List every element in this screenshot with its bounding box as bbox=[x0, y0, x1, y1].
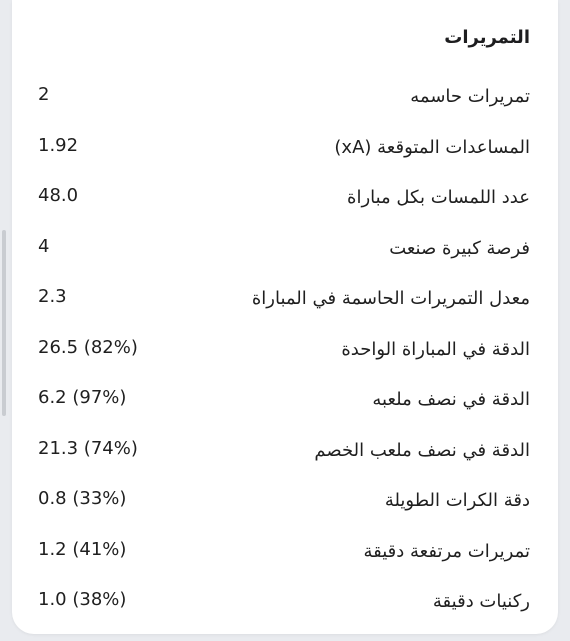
stat-row-accurate-corners bbox=[12, 591, 558, 641]
stat-value: 2.3 bbox=[38, 286, 67, 307]
stat-value: 4 bbox=[38, 236, 50, 257]
stat-label: عدد اللمسات بكل مباراة bbox=[347, 187, 530, 208]
stat-value: 6.2 (97%) bbox=[38, 387, 127, 408]
stat-row-touches-per-game bbox=[12, 187, 558, 237]
stat-label: ركنيات دقيقة bbox=[432, 591, 530, 612]
stat-row-big-chances-created bbox=[12, 238, 558, 288]
stat-label: معدل التمريرات الحاسمة في المباراة bbox=[251, 288, 530, 309]
stat-label: الدقة في المباراة الواحدة bbox=[341, 339, 530, 360]
stat-label: تمريرات حاسمه bbox=[410, 86, 530, 107]
stat-label: دقة الكرات الطويلة bbox=[384, 490, 530, 511]
section-title: التمريرات bbox=[444, 27, 530, 48]
stat-row-assists bbox=[12, 86, 558, 136]
stat-label: تمريرات مرتفعة دقيقة bbox=[363, 541, 530, 562]
stat-value: 1.0 (38%) bbox=[38, 589, 127, 610]
stat-value: 0.8 (33%) bbox=[38, 488, 127, 509]
stat-row-accurate-chipped-passes bbox=[12, 541, 558, 591]
stat-value: 2 bbox=[38, 84, 50, 105]
stat-value: 21.3 (74%) bbox=[38, 438, 138, 459]
stat-row-key-passes-per-game bbox=[12, 288, 558, 338]
stat-value: 48.0 bbox=[38, 185, 79, 206]
stat-value: 1.2 (41%) bbox=[38, 539, 127, 560]
stat-row-expected-assists bbox=[12, 137, 558, 187]
stat-row-accuracy-opposition-half bbox=[12, 440, 558, 490]
stat-row-accuracy-own-half bbox=[12, 389, 558, 439]
stat-value: 26.5 (82%) bbox=[38, 337, 138, 358]
stat-row-accuracy-per-game bbox=[12, 339, 558, 389]
scroll-indicator[interactable] bbox=[2, 230, 6, 416]
stat-value: 1.92 bbox=[38, 135, 79, 156]
stat-row-long-balls-accuracy bbox=[12, 490, 558, 540]
stat-label: فرصة كبيرة صنعت bbox=[389, 238, 530, 259]
passing-stats-card bbox=[12, 0, 558, 634]
stat-label: الدقة في نصف ملعبه bbox=[372, 389, 530, 410]
stat-label: المساعدات المتوقعة (xA) bbox=[334, 137, 530, 158]
stat-label: الدقة في نصف ملعب الخصم bbox=[314, 440, 530, 461]
